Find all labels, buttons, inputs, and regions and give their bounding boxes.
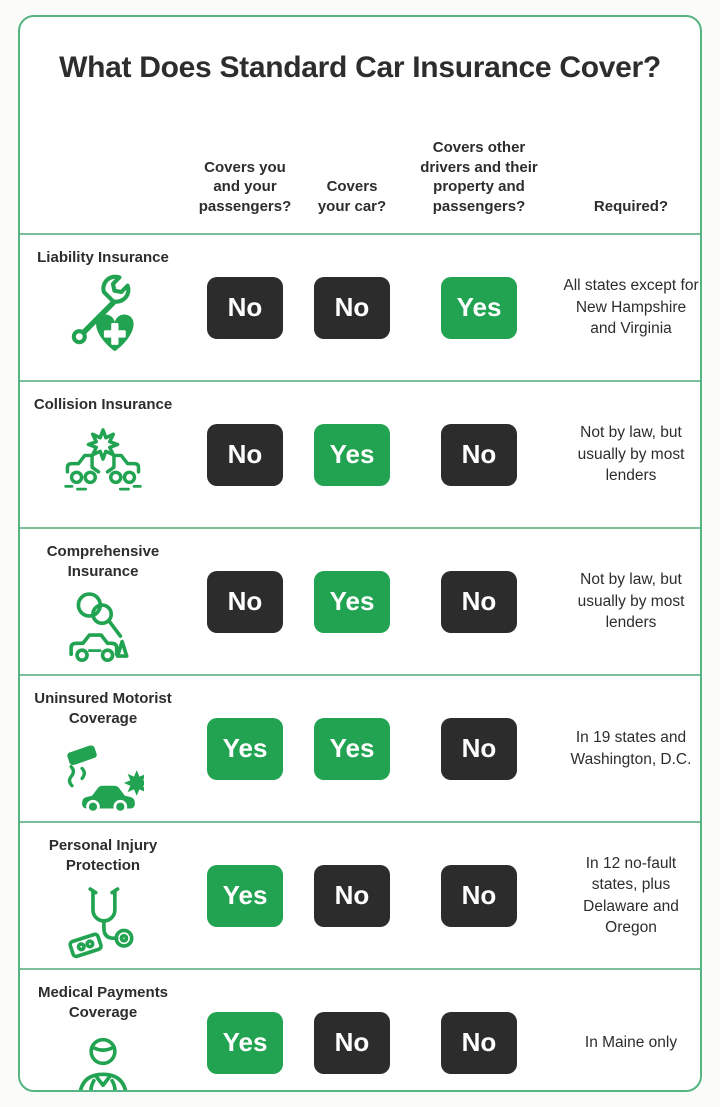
answer-badge: Yes — [314, 718, 390, 780]
table-row-uninsured-motorist — [20, 674, 700, 821]
coverage-type-label: Liability Insurance — [37, 249, 169, 266]
answer-badge: Yes — [207, 718, 283, 780]
coverage-type-cell — [20, 382, 186, 527]
answer-badge: No — [441, 865, 517, 927]
coverage-type-label: Medical Payments Coverage — [37, 984, 169, 1021]
stethoscope-icon — [62, 879, 144, 961]
coverage-type-cell — [20, 235, 186, 380]
wrench-heart-icon — [62, 272, 144, 354]
table-row-comprehensive — [20, 527, 700, 674]
answer-badge: No — [314, 865, 390, 927]
answer-badge: Yes — [441, 277, 517, 339]
required-text: All states except for New Hampshire and Virginia — [563, 277, 699, 338]
table-row-medical-payments — [20, 968, 700, 1092]
fallen-tree-on-car-icon — [62, 585, 144, 667]
page-title: What Does Standard Car Insurance Cover? — [59, 51, 661, 84]
column-header-covers-car: Covers your car? — [317, 178, 387, 216]
answer-badge: No — [314, 277, 390, 339]
answer-badge: No — [441, 1012, 517, 1074]
answer-badge: No — [207, 277, 283, 339]
answer-badge: No — [441, 718, 517, 780]
coverage-type-cell — [20, 970, 186, 1092]
required-text: In 12 no-fault states, plus Delaware and Oregon — [583, 854, 679, 936]
required-text: Not by law, but usually by most lenders — [577, 424, 685, 485]
required-text: Not by law, but usually by most lenders — [577, 571, 685, 632]
answer-badge: No — [441, 424, 517, 486]
coverage-type-cell — [20, 676, 186, 821]
table-row-liability — [20, 233, 700, 380]
answer-badge: No — [207, 571, 283, 633]
column-header-row — [20, 85, 700, 233]
coverage-type-label: Comprehensive Insurance — [46, 543, 160, 580]
answer-badge: No — [314, 1012, 390, 1074]
answer-badge: No — [441, 571, 517, 633]
table-row-collision — [20, 380, 700, 527]
column-header-covers-you: Covers you and your passengers? — [198, 158, 292, 216]
column-header-covers-others: Covers other drivers and their property and passengers? — [420, 138, 538, 216]
car-collision-icon — [62, 419, 144, 501]
coverage-type-label: Collision Insurance — [33, 396, 173, 413]
coverage-type-cell — [20, 529, 186, 674]
coverage-type-label: Personal Injury Protection — [48, 837, 158, 874]
insurance-infographic-card — [18, 15, 702, 1092]
coverage-type-cell — [20, 823, 186, 968]
required-text: In 19 states and Washington, D.C. — [570, 729, 692, 768]
table-row-personal-injury — [20, 821, 700, 968]
answer-badge: Yes — [207, 1012, 283, 1074]
uninsured-crash-icon — [62, 732, 144, 814]
column-header-required: Required? — [593, 198, 669, 216]
doctor-icon — [62, 1026, 144, 1092]
required-text: In Maine only — [584, 1033, 678, 1051]
answer-badge: Yes — [314, 424, 390, 486]
answer-badge: Yes — [314, 571, 390, 633]
answer-badge: Yes — [207, 865, 283, 927]
coverage-type-label: Uninsured Motorist Coverage — [34, 690, 172, 727]
answer-badge: No — [207, 424, 283, 486]
